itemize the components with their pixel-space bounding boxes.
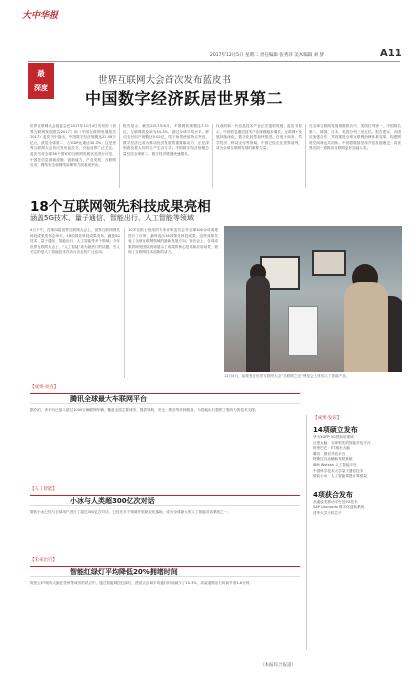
column-divider — [305, 124, 306, 188]
column-tag — [28, 63, 54, 99]
photo-person — [344, 282, 388, 372]
brief-body: 据介绍，该平台已接入超过1000万辆联网车辆，覆盖全国主要城市，提供导航、安全、娱乐等多种服务，为智能出行提供了强有力的技术支撑。 — [30, 408, 259, 412]
column-tag-line2: 深度 — [34, 84, 48, 92]
sidebar-item: 特斯拉自动辅助驾驶系统 — [313, 457, 353, 462]
section-article-col1: 4日下午，在第四届世界互联网大会上，世界互联网领先科技成果发布会举行，18项领先科技成果发布，涵盖5G技术、量子通信、智能出行、人工智能等多个领域。今年世界互联网大会上，“人工智能”成为最热门的话题，引人关注的是人工智能技术在各行各业的广泛应用。 — [30, 228, 120, 255]
lead-article-col1: 世界互联网大会组委会在2017年12月4日发布的《世界互联网发展报告2017》和《中国互联网发展报告2017》蓝皮书中指出，中国数字经济规模达22.58万亿元，跃居全球第二，占GDP比重达30.3%。这是世界互联网大会首次发布蓝皮书，引起业界广泛关注。蓝皮书对全球38个国家的互联网发展状况进行评估，中国在信息基础设施、创新能力、产业发展、互联网应用、网络安全和网络治理等方面表现突出。 — [30, 124, 116, 168]
column-tag-line1: 最 — [37, 69, 45, 78]
lead-article-col4: 在全球互联网发展指数排名中，美国位列第一，中国排名第二，韩国、日本、英国分列三至五位。报告建议，各国应加强合作，共同推进全球互联网治理体系变革，构建网络空间命运共同体。中国将继续坚持开放发展理念，同世界各国一道推动互联网更好造福人类。 — [309, 124, 401, 151]
news-photo — [224, 226, 402, 372]
section-subhead: 涵盖5G技术、量子通信、智能出行、人工智能等领域 — [30, 214, 194, 222]
sidebar-item: 百度大脑：全球领先的智能开放平台 — [313, 440, 371, 445]
brief-body: 微软小冰已经与全球用户进行了超过300亿次对话，已经在多个领域开展商业化落地，成为全球最大的人工智能对话系统之一。 — [30, 510, 231, 514]
photo-caption: 12月4日，参观者在世界互联网大会“互联网之光”博览会上体验人工智能产品。 — [224, 374, 350, 378]
brief-title: 小冰与人类超300亿次对话 — [70, 497, 155, 505]
sidebar-item: 华为3GPP 5G预商用系统 — [313, 435, 354, 439]
sidebar-title: 14项硕立发布 — [313, 426, 358, 434]
sidebar-item: 中国科学技术大学量子通信技术 — [313, 468, 364, 473]
photo-screen — [312, 250, 346, 276]
lead-article-col3: 代表的新一代信息技术产业正在蓬勃发展。蓝皮书显示，中国信息通信技术产业规模稳步增长，互联网+发展持续深化，数字化转型加快推进。在电子商务、共享经济、移动支付等领域，中国已经走在世界前列，成为全球互联网发展的重要力量。 — [216, 124, 302, 151]
section-article-col2: 10多位院士组成的专家评审委员会对全球500余项成果进行了评审，最终选出18项领先科技成果，这些成果代表了全球互联网领域的最新发展方向。发布会上，各项成果的研发团队现场展示了成果的核心技术和应用场景，展现了互联网技术创新的活力。 — [128, 228, 218, 255]
page-number: A11 — [380, 48, 402, 59]
main-headline: 中国数字经济跃居世界第二 — [85, 89, 284, 108]
photo-kiosk — [288, 306, 318, 356]
column-divider — [124, 228, 125, 378]
lead-article-col2: 报告显示，截至2017年6月，中国网民规模达7.51亿，互联网普及率为54.3%，超过全球平均水平。移动支付用户规模达5.02亿，线下场景使用特点突出。数字经济已成为推动经济发展的重要驱动力，正在深刻改变着人们的生产生活方式。中国数字经济规模总量位居全球第二，数字经济增速快速增长。 — [123, 124, 209, 156]
sidebar-title2: 4项获合发布 — [313, 490, 353, 499]
sidebar-item: SAP Leonardo 数字化创新系统 — [313, 505, 365, 510]
column-divider — [119, 124, 120, 188]
newspaper-logo: 大中华报 — [22, 11, 59, 21]
sidebar-item: 高通骁龙移动平台及5G技术 — [313, 499, 358, 504]
sidebar-item: 清华大学天机芯片 — [313, 510, 342, 515]
brief-body: 阿里云ET城市大脑在杭州等城市的试点中，通过智能调控红绿灯，使试点区域平均通行时间减少了15.3%，高架道路出行时间节省4.6分钟。 — [30, 581, 253, 585]
sidebar-box — [306, 415, 402, 650]
sidebar-label: 【成果·发布】 — [313, 416, 342, 421]
sidebar-item: 腾讯：微信开放平台 — [313, 451, 346, 456]
brief-title: 智能红绿灯平均降低20%拥堵时间 — [70, 568, 178, 576]
photo-person — [246, 276, 270, 372]
sidebar-item: 微软小冰：人工智能情感计算框架 — [313, 474, 367, 479]
kicker-headline: 世界互联网大会首次发布蓝皮书 — [98, 75, 232, 86]
brief-label: 【成果·亮点】 — [30, 385, 59, 390]
brief-label: 【未来出行】 — [30, 558, 57, 563]
sidebar-item: IBM Watson 人工智能平台 — [313, 462, 357, 467]
dateline: 2017年12月5日 星期二 责任编辑 张秀萍 美术编辑 刘 梦 — [210, 53, 325, 58]
column-divider — [212, 124, 213, 188]
top-rule — [28, 61, 400, 62]
sidebar-item: 阿里巴巴：ET城市大脑 — [313, 446, 350, 451]
footer-note: （本报综合报道） — [260, 663, 296, 668]
brief-title: 腾讯全球最大车联网平台 — [70, 395, 147, 403]
section-headline: 18个互联网领先科技成果亮相 — [30, 199, 211, 215]
brief-label: 【人工智能】 — [30, 487, 57, 492]
